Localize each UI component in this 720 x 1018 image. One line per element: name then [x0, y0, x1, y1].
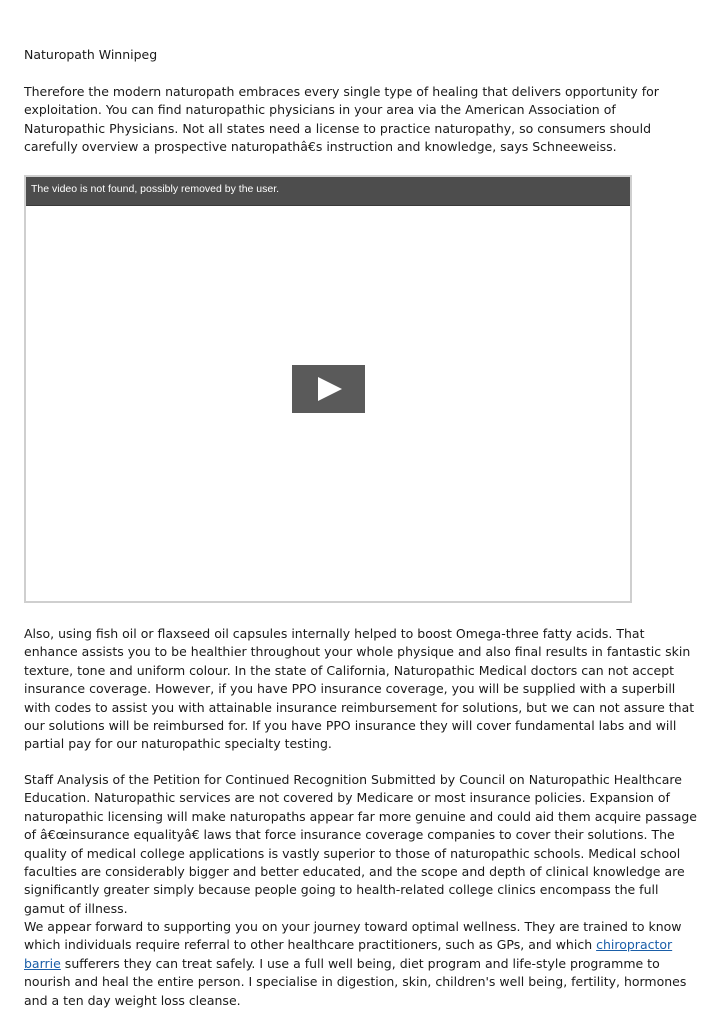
paragraph-4-text-before-link: We appear forward to supporting you on your journey toward optimal wellness. They are trained to know which individuals require referral to other healthcare practitioners, such as GPs, and which [24, 919, 682, 953]
play-icon [318, 377, 342, 401]
paragraph-4 [24, 918, 700, 1010]
paragraph-4-text-after-link: sufferers they can treat safely. I use a full well being, diet program and life-style programme to nourish and heal the entire person. I specialise in digestion, skin, children's well being, fertility, hormones and a ten day weight loss cleanse. [24, 955, 687, 1008]
paragraph-3: Staff Analysis of the Petition for Continued Recognition Submitted by Council on Naturopathic Healthcare Education. Naturopathic services are not covered by Medicare or most insurance policies. Expansion of naturopathic licensing will make naturopaths appear far more genuine and could aid them acquire passage of â€œinsurance equalityâ€ laws that force insurance coverage companies to cover their solutions. The quality of medical college applications is vastly superior to those of naturopathic schools. Medical school faculties are considerably bigger and better educated, and the scope and depth of clinical knowledge are significantly greater simply because people going to health-related college clinics encompass the full gamut of illness. [24, 772, 697, 916]
video-error-message: The video is not found, possibly removed by the user. [31, 183, 280, 195]
video-player[interactable] [24, 175, 632, 603]
chiropractor-barrie-link[interactable]: chiropractor barrie [24, 937, 673, 971]
play-button[interactable] [292, 365, 365, 413]
video-title-bar [26, 177, 630, 206]
paragraph-2: Also, using fish oil or flaxseed oil capsules internally helped to boost Omega-three fatty acids. That enhance assists you to be healthier throughout your whole physique and also final results in fantastic skin texture, tone and uniform colour. In the state of California, Naturopathic Medical doctors can not accept insurance coverage. However, if you have PPO insurance coverage, you will be supplied with a superbill with codes to assist you with attainable insurance reimbursement for solutions, but we can not assure that our solutions will be reimbursed for. If you have PPO insurance they will cover fundamental labs and will partial pay for our naturopathic specialty testing. [24, 626, 695, 752]
page-title: Naturopath Winnipeg [24, 47, 158, 62]
paragraph-1: Therefore the modern naturopath embraces every single type of healing that delivers opportunity for exploitation. You can find naturopathic physicians in your area via the American Association of Naturopathic Physicians. Not all states need a license to practice naturopathy, so consumers should carefully overview a prospective naturopathâ€s instruction and knowledge, says Schneeweiss. [24, 84, 659, 155]
